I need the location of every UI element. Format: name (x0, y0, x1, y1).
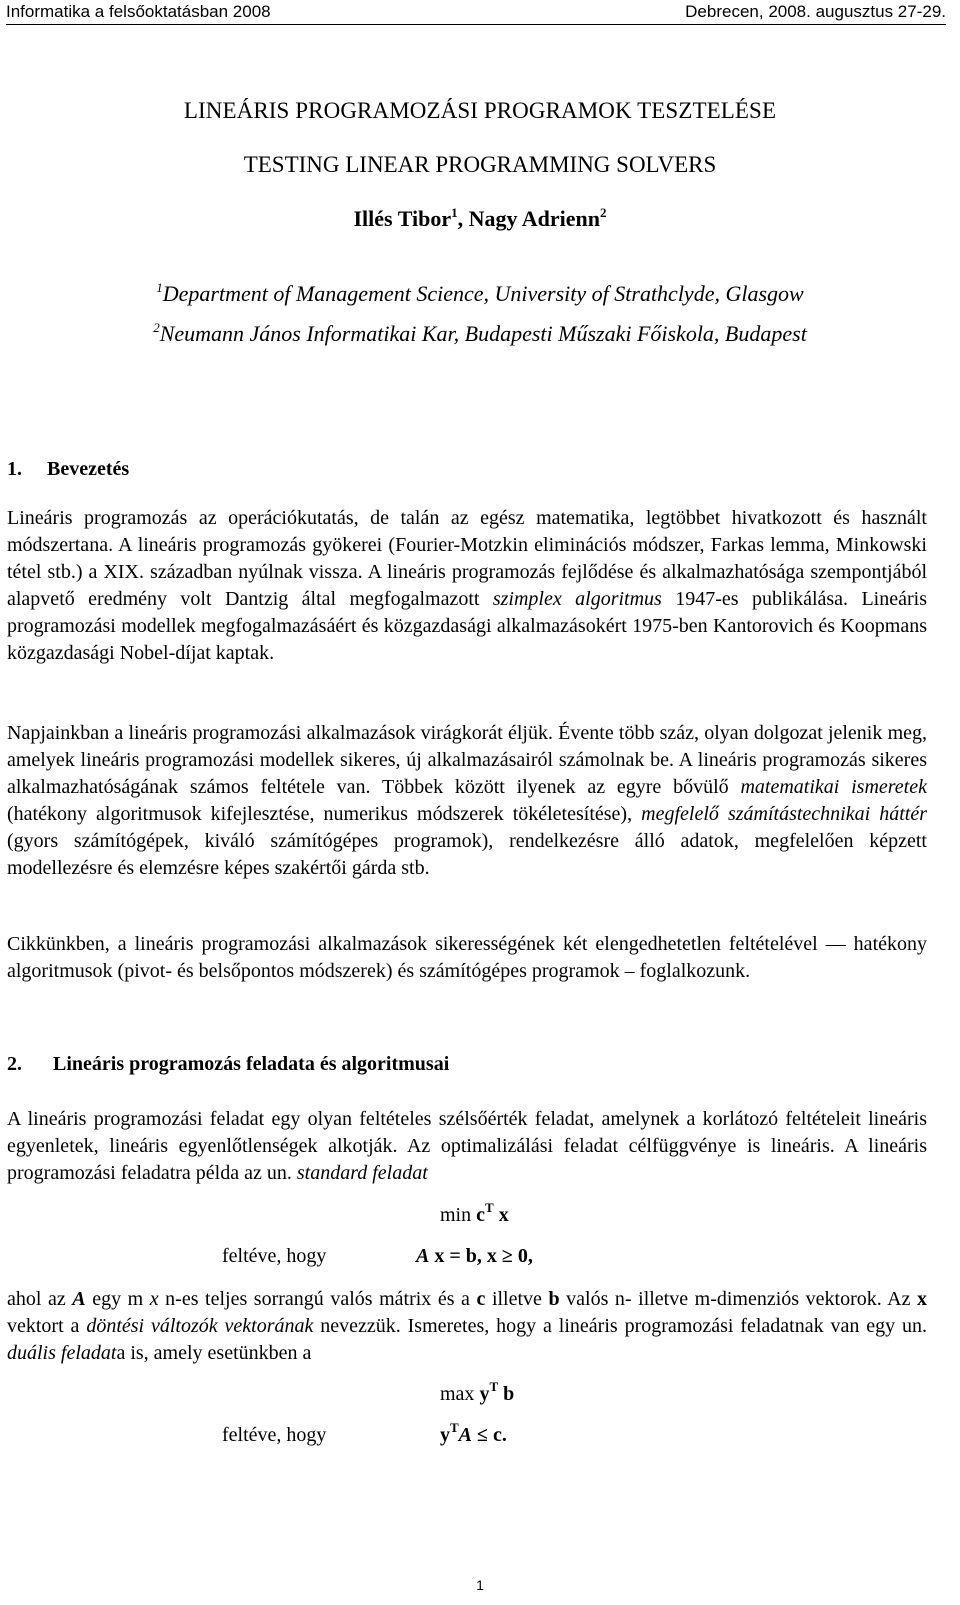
emphasis: döntési változók vektorának (86, 1315, 314, 1337)
constraint-text: x = b, x ≥ 0, (429, 1245, 533, 1267)
running-header (6, 2, 946, 25)
section-1-title: Bevezetés (47, 458, 130, 480)
section-1-paragraph-2 (7, 720, 927, 882)
section-2-heading (7, 1053, 449, 1076)
affiliation-2-sup: 2 (153, 320, 160, 335)
times-x: x (149, 1288, 159, 1310)
transpose-sup: T (450, 1420, 459, 1435)
constraint-text: ≤ c. (472, 1424, 507, 1446)
emphasis: matematikai ismeretek (740, 776, 927, 798)
text-run: a is, amely esetünkben a (116, 1342, 312, 1364)
paper-subtitle: TESTING LINEAR PROGRAMMING SOLVERS (243, 152, 717, 177)
text-run: Napjainkban a lineáris programozási alkalmazások virágkorát éljük. Évente több száz, olyan dolgozat jelenik meg, amelyek lineáris programozási modellek sikeres, új alkalmazásairól számolnak be. A lineáris programozás sikeres alkalmazhatóságának számos feltétele van. Többek között ilyenek az egyre bővülő (7, 722, 927, 798)
dual-constraint (440, 1420, 507, 1447)
emphasis: megfelelő számítástechnikai háttér (641, 803, 927, 825)
vector-c: c (476, 1288, 486, 1310)
affiliation-1-text: Department of Management Science, University of Strathclyde, Glasgow (162, 281, 804, 306)
affiliation-2 (0, 321, 960, 347)
text-run: (hatékony algoritmusok kifejlesztése, numerikus módszerek tökéletesítése), (7, 803, 642, 825)
text-run: Lineáris programozás az operációkutatás, de talán az egész matematika, legtöbbet hivatkozott és használt módszertana. A lineáris programozás gyökerei (Fourier-Motzkin eliminációs módszer, Farkas lemma, Minkowski tétel stb.) a XIX. században nyúlnak vissza. A lineáris programozás fejlődése és alkalmazhatósága szempontjából alapvető eredmény volt Dantzig által megfogalmazott (7, 507, 927, 610)
section-2-number: 2. (7, 1053, 22, 1075)
transpose-sup: T (485, 1200, 494, 1215)
author-1-sup: 1 (451, 205, 458, 220)
affiliation-1-sup: 1 (156, 280, 163, 295)
section-1-paragraph-3 (7, 931, 927, 985)
vector-b: b (498, 1383, 515, 1405)
text-run: 1947-es publikálása. Lineáris programozási modellek megfogalmazásáért és közgazdasági alkalmazásokért 1975-ben Kantorovich és Koopmans közgazdasági Nobel-díjat kaptak. (7, 588, 927, 664)
section-1-paragraph-1 (7, 505, 927, 667)
text-run: valós n- illetve m-dimenziós vektorok. Az (559, 1288, 918, 1310)
section-2-paragraph-1 (7, 1106, 927, 1187)
transpose-sup: T (489, 1379, 499, 1394)
dual-constraint-label: feltéve, hogy (222, 1424, 327, 1446)
matrix-A: A (416, 1245, 430, 1267)
vector-x: x (917, 1288, 928, 1310)
authors (0, 206, 960, 232)
section-1-heading (7, 458, 129, 481)
vector-b: b (548, 1288, 560, 1310)
vector-c: c (476, 1204, 486, 1226)
text-run: vektort a (7, 1315, 87, 1337)
author-separator: , (457, 206, 469, 231)
affiliation-2-text: Neumann János Informatikai Kar, Budapesti Műszaki Főiskola, Budapest (159, 321, 807, 346)
matrix-A: A (72, 1288, 86, 1310)
primal-constraint (416, 1245, 533, 1268)
section-2-title: Lineáris programozás feladata és algoritmusai (53, 1053, 450, 1075)
emphasis: standard feladat (296, 1162, 428, 1184)
vector-y: y (479, 1383, 490, 1405)
dual-objective (440, 1379, 515, 1406)
text-run: A lineáris programozási feladat egy olyan feltételes szélsőérték feladat, amelynek a korlátozó feltételeit lineáris egyenletek, lineáris egyenlőtlenségek alkotják. Az optimalizálási feladat célfüggvénye is lineáris. A lineáris programozási feladatra példa az un. (7, 1108, 927, 1184)
primal-objective (440, 1200, 509, 1227)
paper-title: LINEÁRIS PROGRAMOZÁSI PROGRAMOK TESZTELÉSE (183, 98, 777, 123)
text-run: ahol az (7, 1288, 73, 1310)
author-2-sup: 2 (600, 205, 607, 220)
vector-y: y (440, 1424, 450, 1446)
header-place-date: Debrecen, 2008. augusztus 27-29. (685, 2, 946, 21)
section-2-paragraph-2 (7, 1286, 927, 1367)
text-run: illetve (485, 1288, 549, 1310)
author-2: Nagy Adrienn (468, 206, 601, 231)
text-run: egy m (85, 1288, 150, 1310)
text-run: Cikkünkben, a lineáris programozási alkalmazások sikerességének két elengedhetetlen feltételével — hatékony algoritmusok (pivot- és belsőpontos módszerek) és számítógépes programok – foglalkozunk. (7, 933, 927, 982)
text-run: (gyors számítógépek, kiváló számítógépes programok), rendelkezésre álló adatok, megfelelően képzett modellezésre és elemzésre képes szakértői gárda stb. (7, 830, 927, 879)
page-number: 1 (476, 1577, 484, 1593)
emphasis: duális feladat (7, 1342, 117, 1364)
affiliation-1 (0, 281, 960, 307)
matrix-A: A (458, 1424, 473, 1446)
text-run: max (440, 1383, 480, 1405)
header-conference: Informatika a felsőoktatásban 2008 (6, 2, 271, 21)
section-1-number: 1. (7, 458, 22, 480)
text-run: min (440, 1204, 477, 1226)
primal-constraint-label: feltéve, hogy (222, 1245, 327, 1267)
text-run: n-es teljes sorrangú valós mátrix és a (158, 1288, 477, 1310)
text-run: nevezzük. Ismeretes, hogy a lineáris programozási feladatnak van egy un. (313, 1315, 927, 1337)
vector-x: x (493, 1204, 509, 1226)
emphasis: szimplex algoritmus (492, 588, 662, 610)
author-1: Illés Tibor (353, 206, 452, 231)
